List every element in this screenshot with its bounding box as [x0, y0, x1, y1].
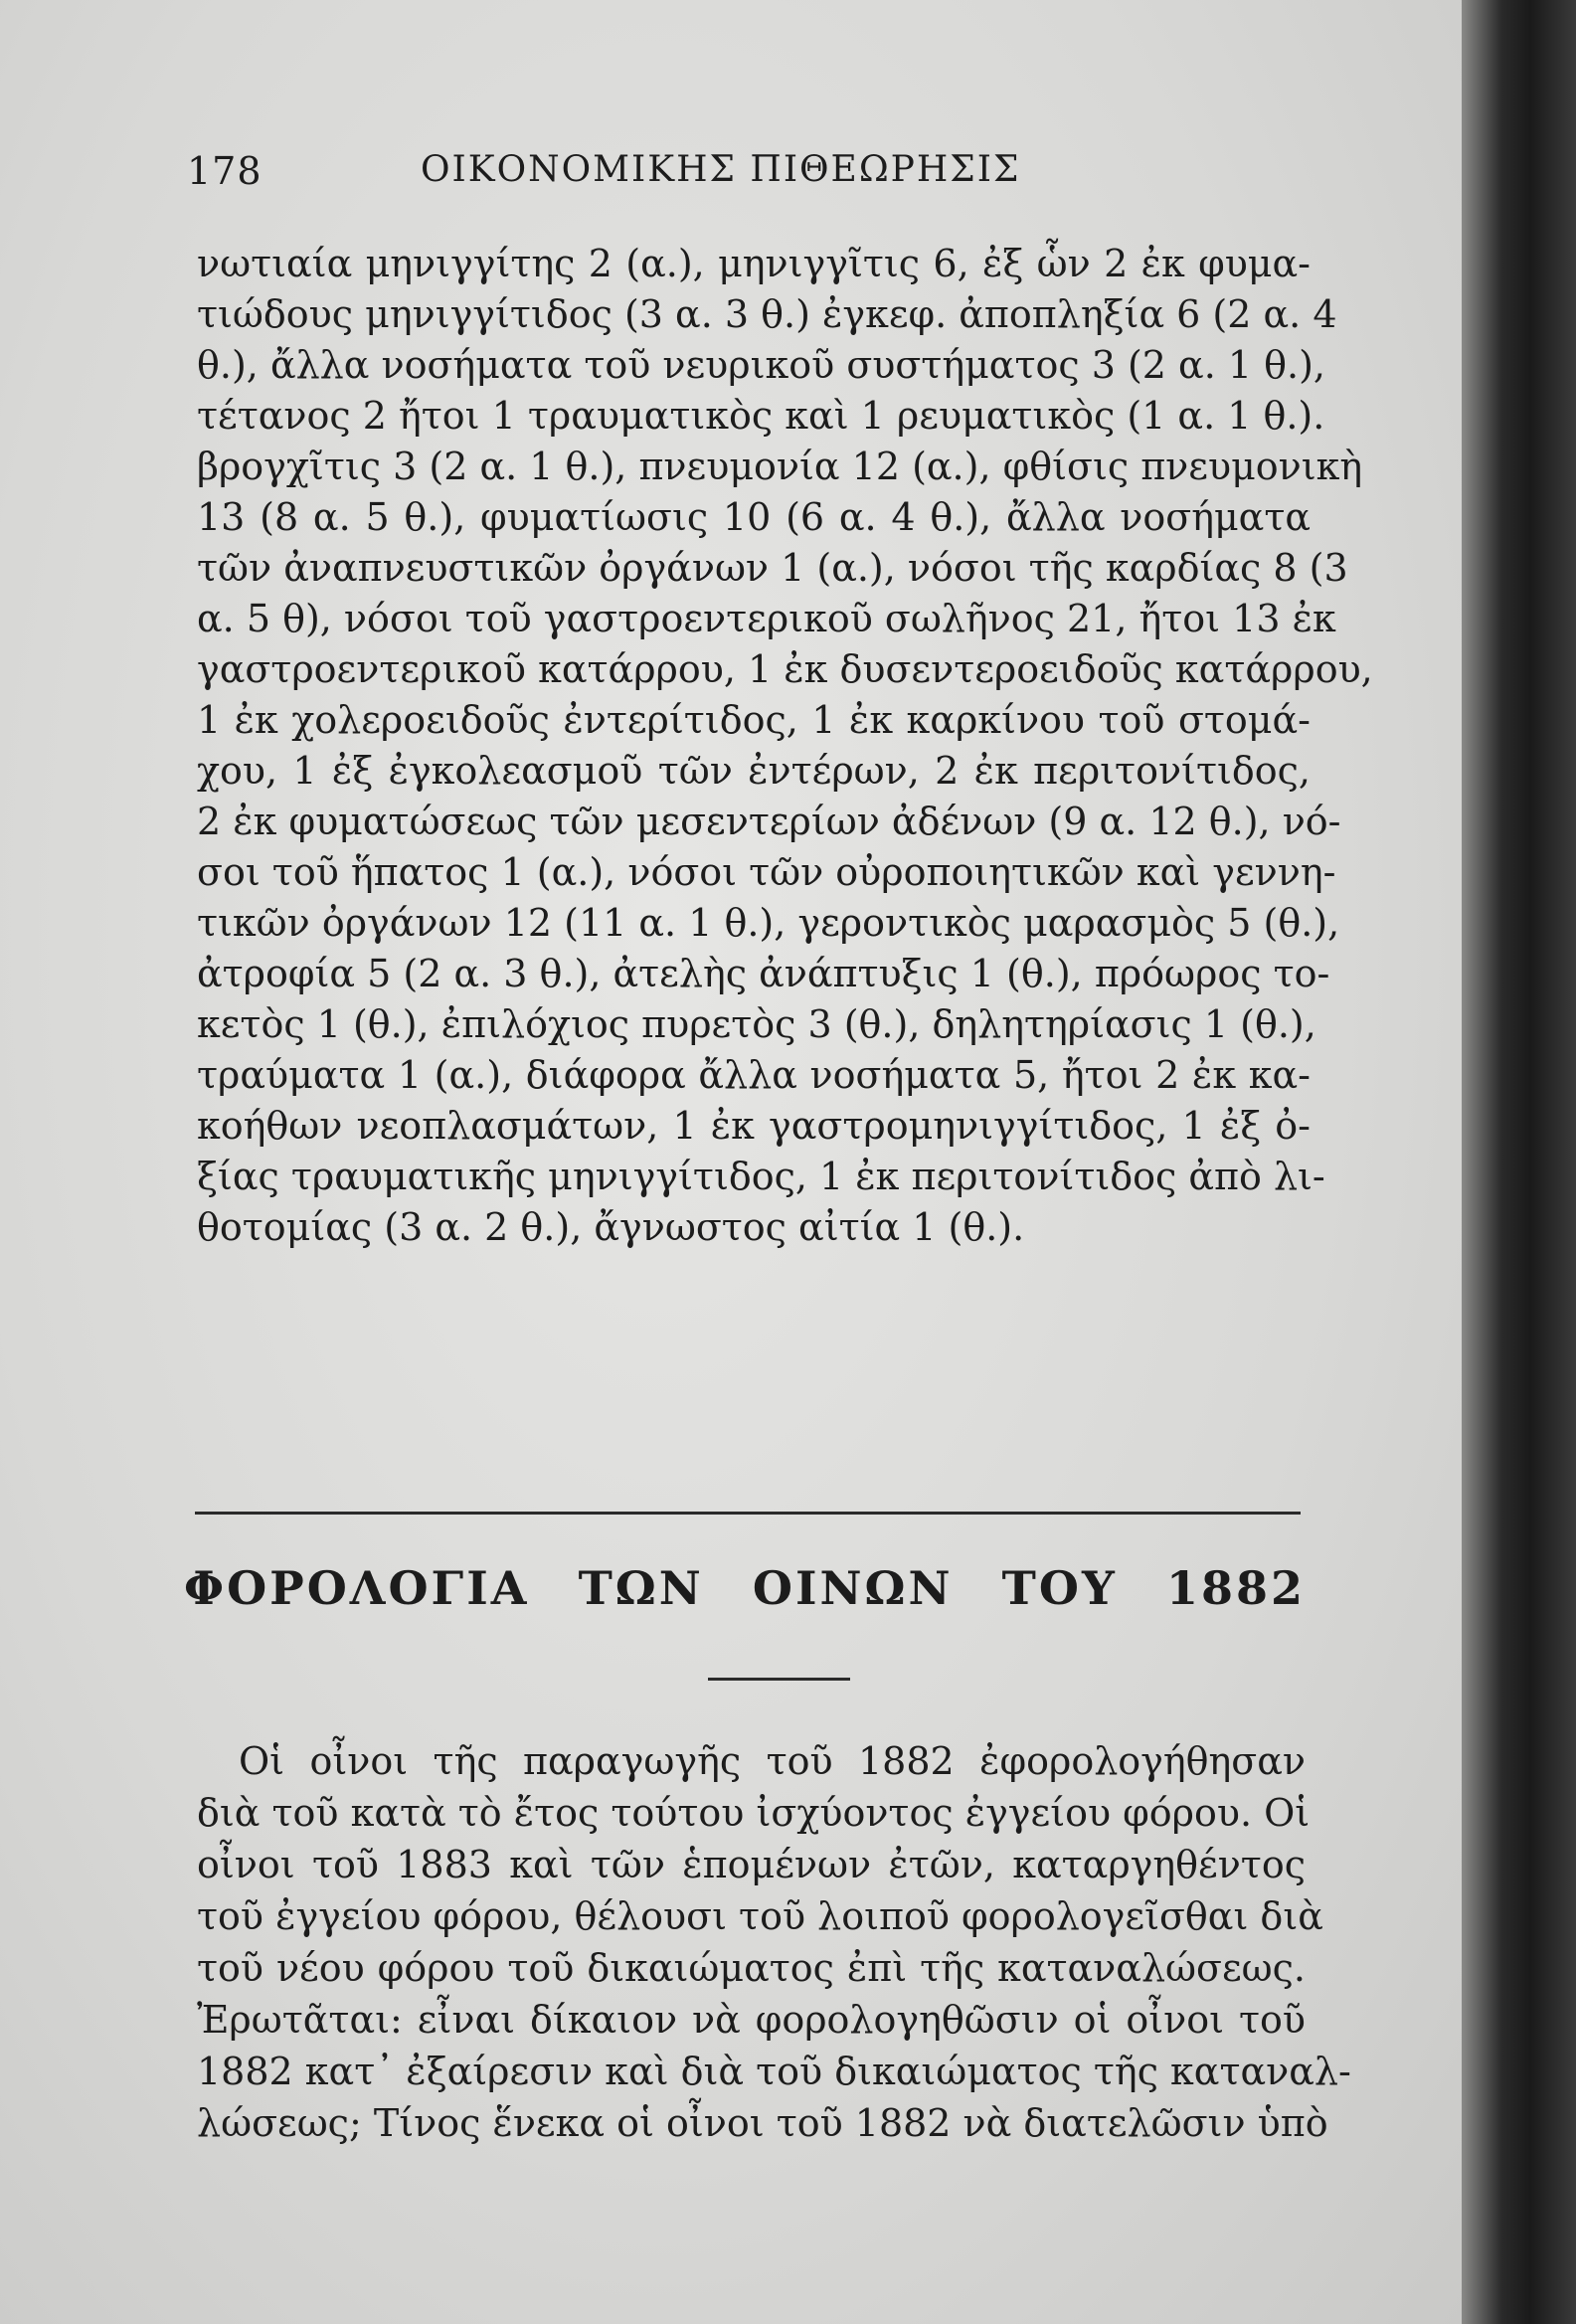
- text-line: Ἐρωτᾶται: εἶναι δίκαιον νὰ φορολογηθῶσιν οἱ οἶνοι τοῦ: [197, 1998, 1306, 2042]
- text-line: ἀτροφία 5 (2 α. 3 θ.), ἀτελὴς ἀνάπτυξις 1 (θ.), πρόωρος το-: [197, 952, 1330, 995]
- text-line: 1882 κατ᾽ ἐξαίρεσιν καὶ διὰ τοῦ δικαιώματος τῆς καταναλ-: [197, 2050, 1351, 2093]
- heading-underline: [708, 1678, 850, 1681]
- text-line: θοτομίας (3 α. 2 θ.), ἄγνωστος αἰτία 1 (θ.).: [197, 1205, 1025, 1249]
- text-line: κετὸς 1 (θ.), ἐπιλόχιος πυρετὸς 3 (θ.), δηλητηρίασις 1 (θ.),: [197, 1002, 1316, 1046]
- book-spine-shadow: [1462, 0, 1576, 2324]
- text-line: τραύματα 1 (α.), διάφορα ἄλλα νοσήματα 5, ἤτοι 2 ἐκ κα-: [197, 1053, 1311, 1097]
- text-line: τιώδους μηνιγγίτιδος (3 α. 3 θ.) ἐγκεφ. ἀποπληξία 6 (2 α. 4: [197, 292, 1337, 336]
- body-text: [197, 239, 1373, 1253]
- text-line: α. 5 θ), νόσοι τοῦ γαστροεντερικοῦ σωλῆνος 21, ἤτοι 13 ἐκ: [197, 597, 1336, 640]
- text-line: σοι τοῦ ἥπατος 1 (α.), νόσοι τῶν οὐροποιητικῶν καὶ γεννη-: [197, 850, 1336, 894]
- text-line: λώσεως; Τίνος ἕνεκα οἱ οἶνοι τοῦ 1882 νὰ διατελῶσιν ὑπὸ: [197, 2101, 1328, 2145]
- text-line: τέτανος 2 ἤτοι 1 τραυματικὸς καὶ 1 ρευματικὸς (1 α. 1 θ.).: [197, 394, 1325, 438]
- text-line: τῶν ἀναπνευστικῶν ὀργάνων 1 (α.), νόσοι τῆς καρδίας 8 (3: [197, 546, 1348, 590]
- text-line: κοήθων νεοπλασμάτων, 1 ἐκ γαστρομηνιγγίτιδος, 1 ἐξ ὀ-: [197, 1104, 1311, 1148]
- text-line: ξίας τραυματικῆς μηνιγγίτιδος, 1 ἐκ περιτονίτιδος ἀπὸ λι-: [197, 1155, 1325, 1198]
- text-line: τοῦ νέου φόρου τοῦ δικαιώματος ἐπὶ τῆς καταναλώσεως.: [197, 1946, 1306, 1990]
- text-line: τικῶν ὀργάνων 12 (11 α. 1 θ.), γεροντικὸς μαρασμὸς 5 (θ.),: [197, 901, 1340, 945]
- text-line: βρογχῖτις 3 (2 α. 1 θ.), πνευμονία 12 (α.), φθίσις πνευμονικὴ: [197, 445, 1363, 488]
- text-line: γαστροεντερικοῦ κατάρρου, 1 ἐκ δυσεντεροειδοῦς κατάρρου,: [197, 647, 1373, 691]
- text-line: 1 ἐκ χολεροειδοῦς ἐντερίτιδος, 1 ἐκ καρκίνου τοῦ στομά-: [197, 698, 1311, 742]
- text-line: θ.), ἄλλα νοσήματα τοῦ νευρικοῦ συστήματος 3 (2 α. 1 θ.),: [197, 343, 1325, 387]
- text-line: 2 ἐκ φυματώσεως τῶν μεσεντερίων ἀδένων (9 α. 12 θ.), νό-: [197, 800, 1341, 843]
- running-title: ΟΙΚΟΝΟΜΙΚΗΣ ΠΙΘΕΩΡΗΣΙΣ: [421, 149, 1021, 190]
- text-line: οἶνοι τοῦ 1883 καὶ τῶν ἑπομένων ἐτῶν, καταργηθέντος: [197, 1843, 1306, 1886]
- text-line: 13 (8 α. 5 θ.), φυματίωσις 10 (6 α. 4 θ.), ἄλλα νοσήματα: [197, 495, 1311, 539]
- text-line: διὰ τοῦ κατὰ τὸ ἔτος τούτου ἰσχύοντος ἐγγείου φόρου. Οἱ: [197, 1791, 1311, 1835]
- text-line: Οἱ οἶνοι τῆς παραγωγῆς τοῦ 1882 ἐφορολογήθησαν: [239, 1739, 1306, 1783]
- section-text: [197, 1735, 1351, 2149]
- text-line: χου, 1 ἐξ ἐγκολεασμοῦ τῶν ἐντέρων, 2 ἐκ περιτονίτιδος,: [197, 749, 1311, 793]
- text-line: τοῦ ἐγγείου φόρου, θέλουσι τοῦ λοιποῦ φορολογεῖσθαι διὰ: [197, 1894, 1323, 1938]
- text-line: νωτιαία μηνιγγίτης 2 (α.), μηνιγγῖτις 6, ἐξ ὧν 2 ἐκ φυμα-: [197, 242, 1311, 285]
- section-heading: ΦΟΡΟΛΟΓΙΑ ΤΩΝ ΟΙΝΩΝ ΤΟΥ 1882: [184, 1561, 1306, 1615]
- section-divider: [195, 1512, 1301, 1515]
- page-number: 178: [187, 149, 263, 193]
- running-head: [187, 149, 1082, 199]
